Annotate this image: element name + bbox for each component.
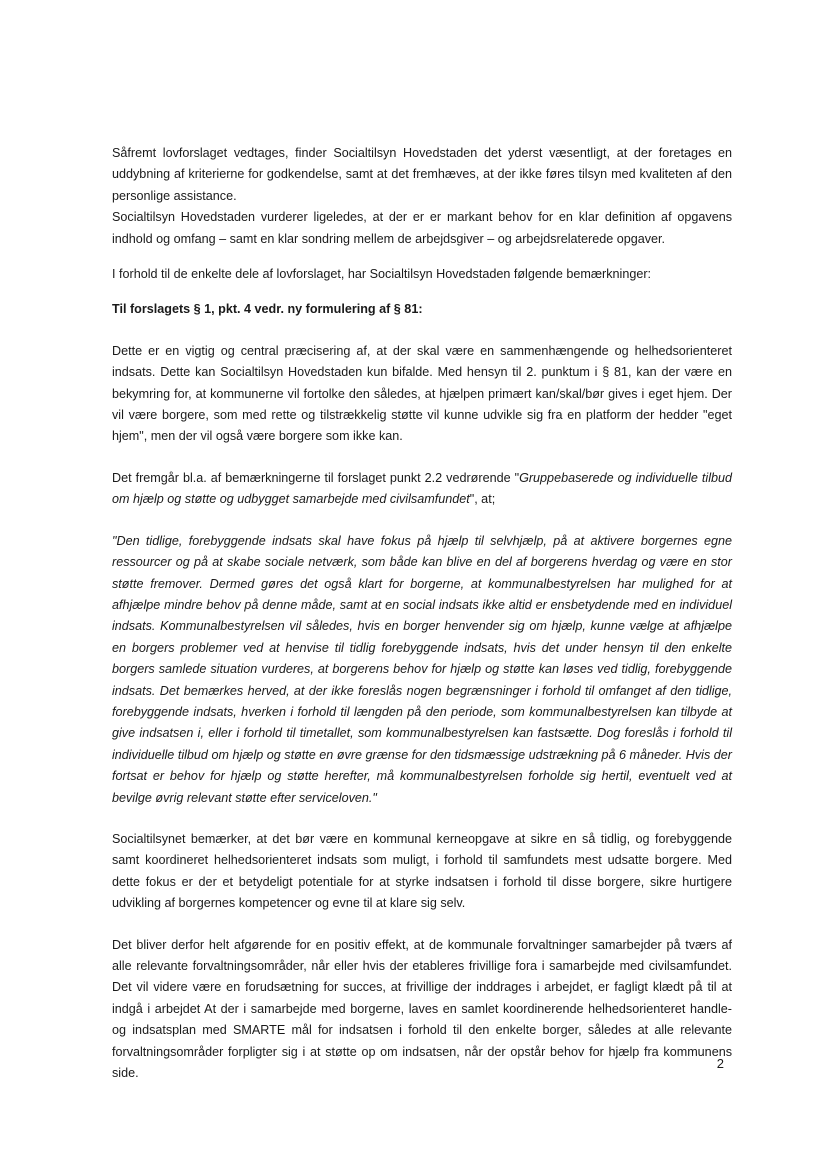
document-body <box>112 143 732 1084</box>
paragraph-coherent-effort: Dette er en vigtig og central præcisering af, at der skal være en sammenhængende og helhedsorienteret indsats. Dette kan Socialtilsyn Hovedstaden kun bifalde. Med hensyn til 2. punktum i § 81, kan der være en bekymring for, at kommunerne vil fortolke den således, at hjælpen primært kan/skal/bør gives i eget hjem. Der vil være borgere, som med rette og tilstrækkelig støtte vil kunne udvikle sig fra en platform der hedder "eget hjem", men der vil også være borgere som ikke kan. <box>112 343 732 444</box>
quote-intro-title: Gruppebaserede og individuelle tilbud om hjælp og støtte og udbygget samarbejde med civilsamfundet <box>112 470 732 507</box>
paragraph-core-task: Socialtilsynet bemærker, at det bør være en kommunal kerneopgave at sikre en så tidlig, og forebyggende samt koordineret helhedsorienteret indsats som muligt, i forhold til samfundets mest udsatte borgere. Med dette fokus er der et betydeligt potentiale for at styrke indsatsen i forhold til disse borgere, sikre hurtigere udvikling af borgernes kompetencer og evne til at klare sig selv. <box>112 831 732 911</box>
quote-intro-text: Det fremgår bl.a. af bemærkningerne til forslaget punkt 2.2 vedrørende " <box>112 470 520 485</box>
block-quote: "Den tidlige, forebyggende indsats skal have fokus på hjælp til selvhjælp, på at aktivere borgernes egne ressourcer og på at skabe sociale netværk, som både kan blive en del af borgerens hverdag og være en stor støtte fremover. Dermed gøres det også klart for borgerne, at kommunalbestyrelsen har mulighed for at afhjælpe mindre behov på denne måde, samt at en social indsats ikke altid er ensbetydende med en individuel indsats. Kommunalbestyrelsen vil således, hvis en borger henvender sig om hjælp, kunne vælge at afhjælpe en borgers problemer ved at henvise til tidlig forebyggende indsats, hvis det under hensyn til den enkelte borgers samlede situation vurderes, at borgerens behov for hjælp og støtte kan løses ved tidlig, forebyggende indsats. Det bemærkes herved, at der ikke foreslås nogen begrænsninger i forhold til omfanget af den tidlige, forebyggende indsats, hverken i forhold til længden på den periode, som kommunalbestyrelsen kan tilbyde at give indsatsen i, eller i forhold til timetallet, som kommunalbestyrelsen kan fastsætte. Dog foreslås i forhold til individuelle tilbud om hjælp og støtte en øvre grænse for den tidsmæssige udstrækning på 6 måneder. Hvis der fortsat er behov for hjælp og støtte herefter, må kommunalbestyrelsen forholde sig hertil, eventuelt ved at bevilge øvrig relevant støtte efter serviceloven." <box>112 533 732 805</box>
quote-intro-end: ", at; <box>469 492 496 507</box>
paragraph-approval-criteria: Såfremt lovforslaget vedtages, finder Socialtilsyn Hovedstaden det yderst væsentligt, at der foretages en uddybning af kriterierne for godkendelse, samt at det fremhæves, at der ikke føres tilsyn med kvaliteten af den personlige assistance. <box>112 146 732 203</box>
page-number: 2 <box>716 1056 724 1071</box>
paragraph-quote-intro <box>112 468 732 511</box>
paragraph-cooperation: Det bliver derfor helt afgørende for en positiv effekt, at de kommunale forvaltninger samarbejder på tværs af alle relevante forvaltningsområder, når eller hvis der etableres frivillige fora i samarbejde med civilsamfundet. Det vil videre være en forudsætning for succes, at frivillige der inddrages i arbejdet, er fagligt klædt på til at indgå i arbejdet At der i samarbejde med borgerne, laves en samlet koordinerende helhedsorienteret handle- og indsatsplan med SMARTE mål for indsatsen i forhold til den enkelte borger, således at alle relevante forvaltningsområder forpligter sig i at støtte op om indsatsen, når der opstår behov for hjælp fra kommunens side. <box>112 937 732 1081</box>
section-heading: Til forslagets § 1, pkt. 4 vedr. ny formulering af § 81: <box>112 302 423 317</box>
paragraph-remarks-intro: I forhold til de enkelte dele af lovforslaget, har Socialtilsyn Hovedstaden følgende bemærkninger: <box>112 267 652 282</box>
paragraph-task-definition: Socialtilsyn Hovedstaden vurderer ligeledes, at der er er markant behov for en klar definition af opgavens indhold og omfang – samt en klar sondring mellem de arbejdsgiver – og arbejdsrelaterede opgaver. <box>112 210 732 246</box>
